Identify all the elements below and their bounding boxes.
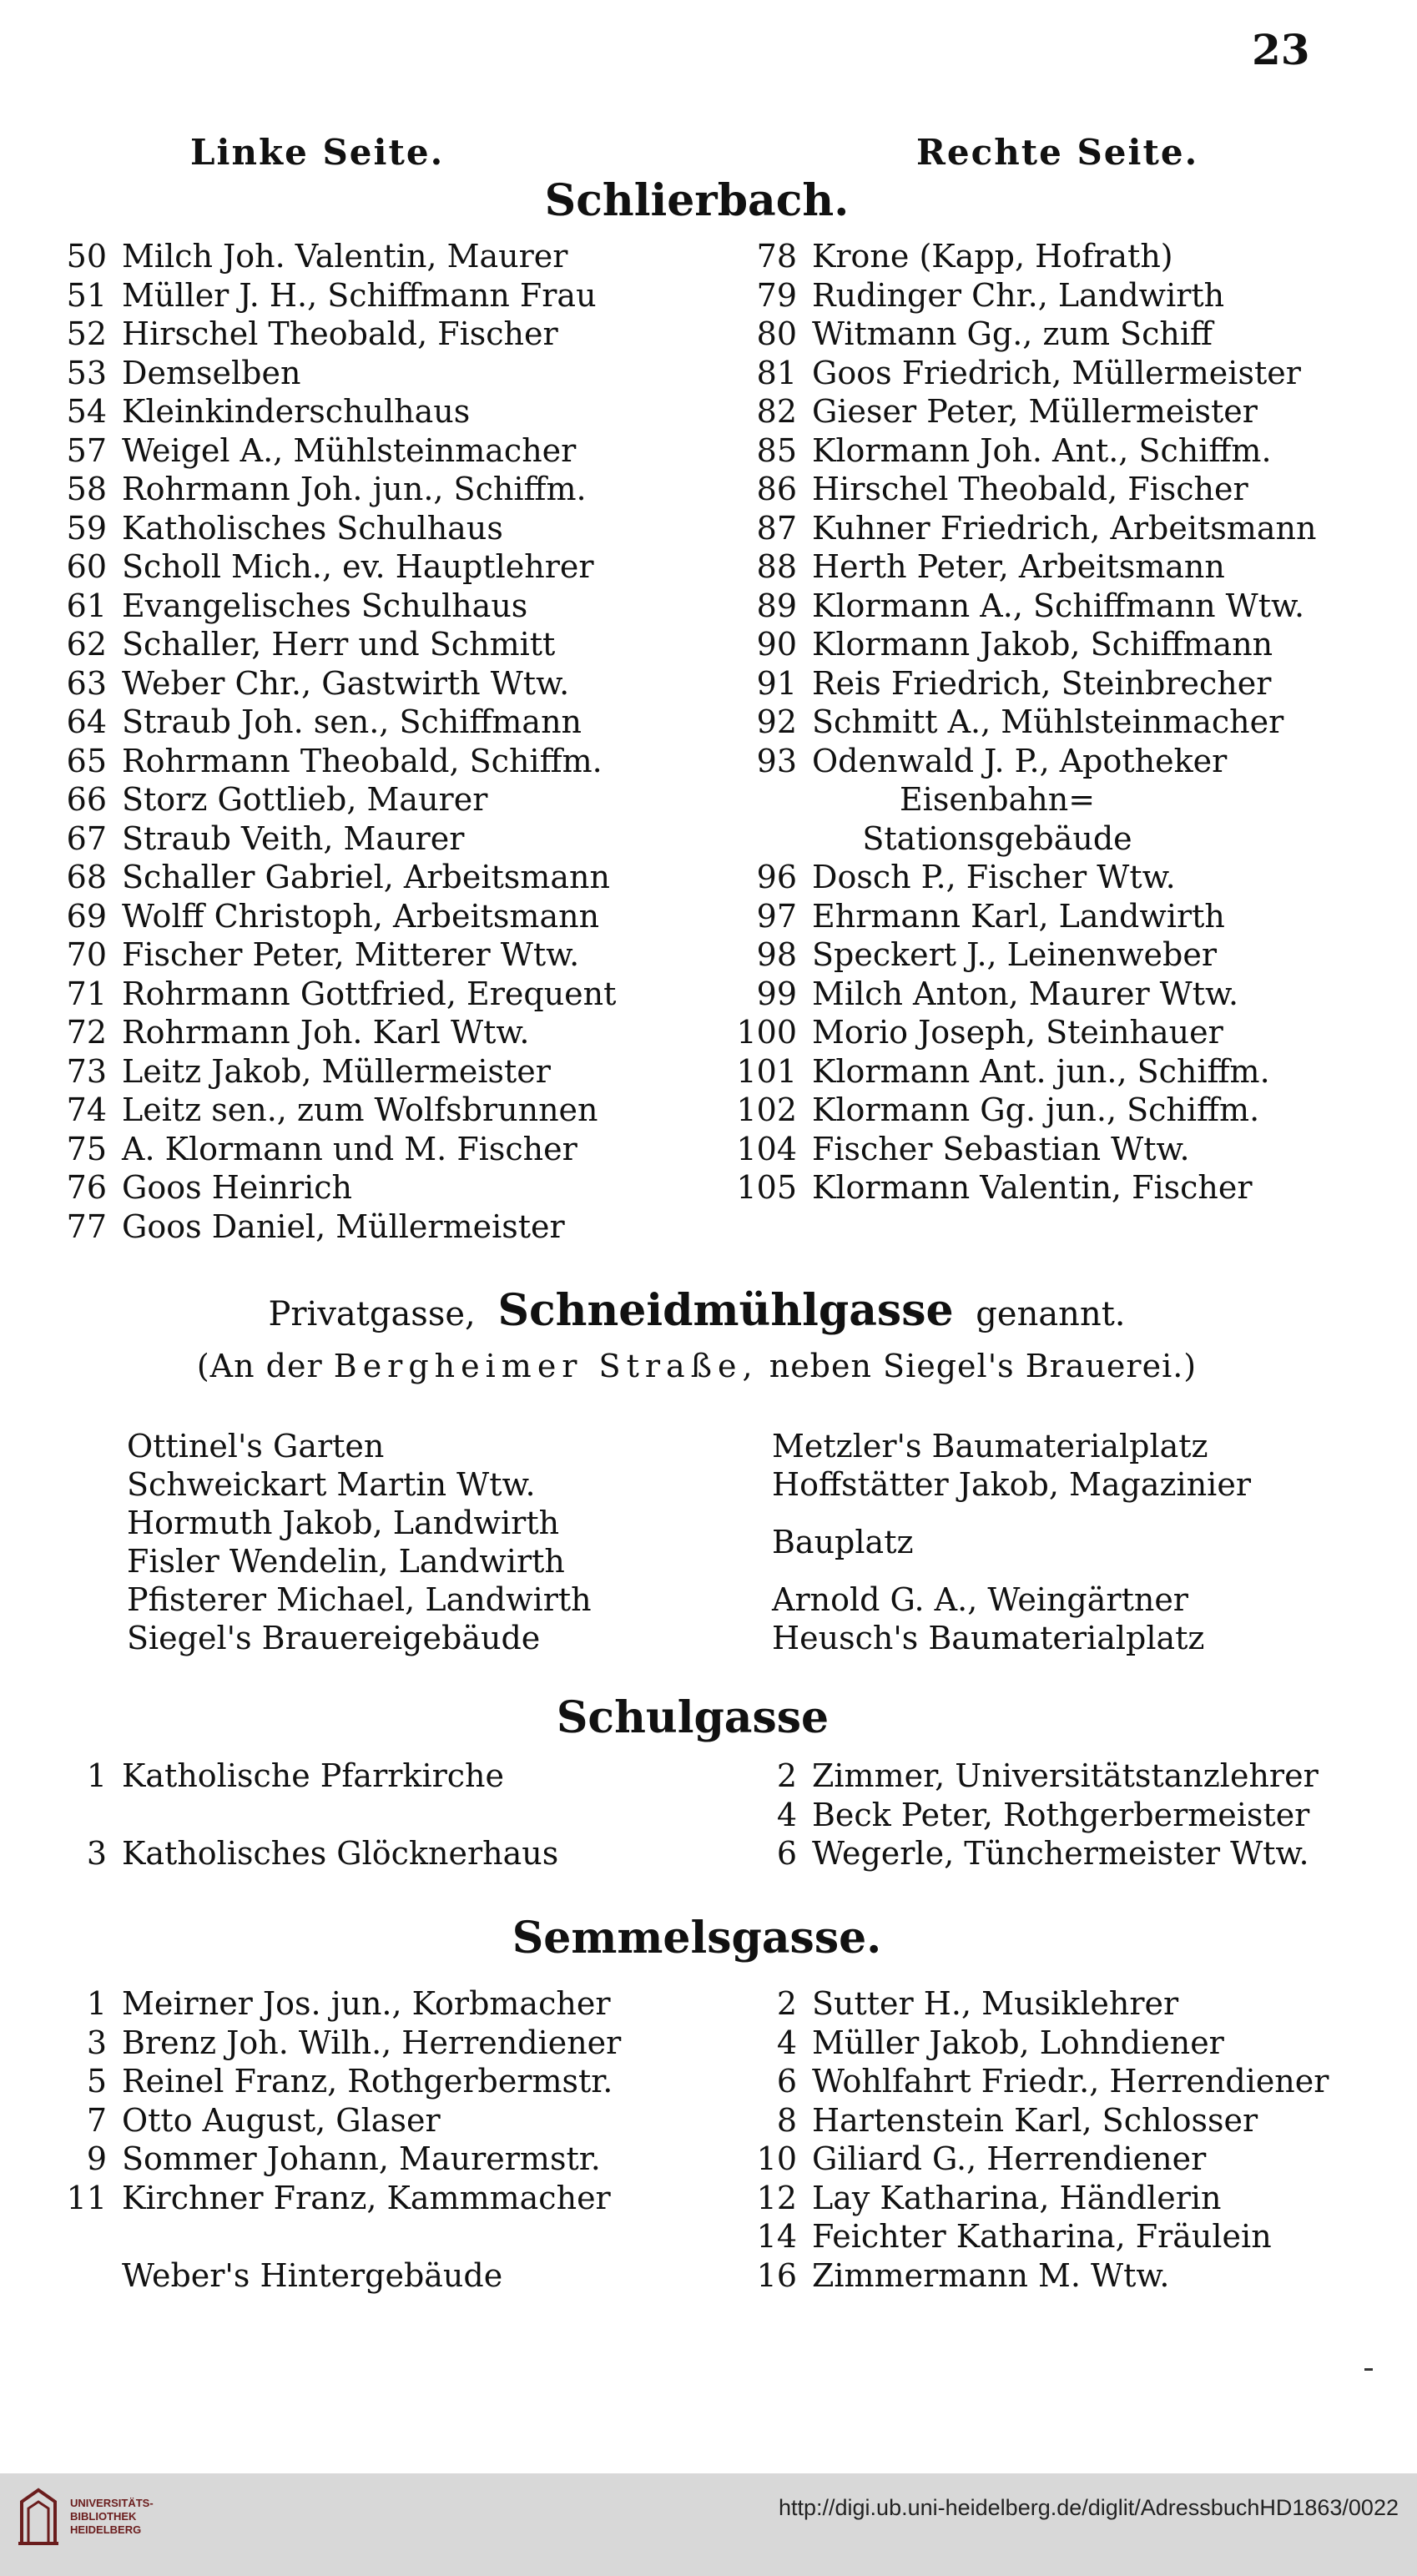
list-item: Siegel's Brauereigebäude xyxy=(127,1620,541,1656)
resident-entry: Krone (Kapp, Hofrath) xyxy=(812,238,1173,275)
section-title-schlierbach: Schlierbach. xyxy=(544,175,850,226)
list-item xyxy=(57,2256,621,2296)
list-item xyxy=(705,2179,1329,2218)
list-item xyxy=(57,625,616,664)
resident-entry: Weigel A., Mühlsteinmacher xyxy=(122,431,577,469)
house-number: 2 xyxy=(776,1985,797,2022)
list-item xyxy=(57,276,616,315)
house-number: 52 xyxy=(66,315,107,352)
resident-entry: Leitz Jakob, Müllermeister xyxy=(122,1052,551,1090)
list-item xyxy=(705,1130,1316,1169)
resident-entry: Otto August, Glaser xyxy=(122,2101,441,2139)
resident-entry: Goos Heinrich xyxy=(122,1169,353,1206)
house-number: 89 xyxy=(756,587,797,624)
house-number: 1 xyxy=(86,1985,107,2022)
house-number: 80 xyxy=(756,315,797,352)
house-number: 78 xyxy=(756,238,797,275)
house-number: 90 xyxy=(756,626,797,663)
list-item xyxy=(705,1091,1316,1130)
list-item xyxy=(57,858,616,897)
resident-entry: Müller J. H., Schiffmann Frau xyxy=(122,276,597,314)
list-item xyxy=(57,897,616,936)
house-number: 3 xyxy=(86,2024,107,2061)
list-item xyxy=(705,935,1316,975)
resident-entry: Müller Jakob, Lohndiener xyxy=(812,2024,1224,2061)
house-number: 64 xyxy=(66,703,107,740)
house-number: 88 xyxy=(756,548,797,585)
list-item: Metzler's Baumaterialplatz xyxy=(772,1428,1208,1464)
list-item xyxy=(57,470,616,509)
house-number: 7 xyxy=(86,2101,107,2139)
privatgasse-subtitle-open: (An der xyxy=(196,1348,323,1384)
resident-entry: Scholl Mich., ev. Hauptlehrer xyxy=(122,548,594,585)
list-item xyxy=(57,1168,616,1207)
list-item xyxy=(57,1130,616,1169)
logo-line-2: BIBLIOTHEK xyxy=(70,2510,137,2523)
house-number: 1 xyxy=(86,1757,107,1794)
resident-entry: Herth Peter, Arbeitsmann xyxy=(812,548,1225,585)
footer-bar xyxy=(0,2473,1417,2576)
house-number: 14 xyxy=(756,2218,797,2255)
house-number: 77 xyxy=(66,1207,107,1245)
resident-entry: Hirschel Theobald, Fischer xyxy=(122,315,558,352)
list-item xyxy=(705,315,1316,354)
house-number: 62 xyxy=(66,626,107,663)
list-item xyxy=(57,1091,616,1130)
house-number: 11 xyxy=(66,2179,107,2216)
semmelsgasse-right-list xyxy=(705,1984,1329,2295)
resident-entry: Katholische Pfarrkirche xyxy=(122,1757,505,1794)
resident-entry: Schaller, Herr und Schmitt xyxy=(122,626,556,663)
house-number: 4 xyxy=(776,1796,797,1833)
house-number: 2 xyxy=(776,1757,797,1794)
house-number: 8 xyxy=(776,2101,797,2139)
list-item xyxy=(57,935,616,975)
house-number: 4 xyxy=(776,2024,797,2061)
list-item xyxy=(57,547,616,587)
list-item: Hormuth Jakob, Landwirth xyxy=(127,1505,560,1541)
section-title-schulgasse: Schulgasse xyxy=(556,1692,830,1743)
list-item xyxy=(705,276,1316,315)
resident-entry: Odenwald J. P., Apotheker xyxy=(812,742,1228,779)
resident-entry: Sutter H., Musiklehrer xyxy=(812,1985,1179,2022)
house-number: 50 xyxy=(66,238,107,275)
resident-entry: Brenz Joh. Wilh., Herrendiener xyxy=(122,2024,622,2061)
house-number: 6 xyxy=(776,2063,797,2100)
privatgasse-subtitle-close: neben Siegel's Brauerei.) xyxy=(769,1348,1198,1384)
resident-entry: Fischer Sebastian Wtw. xyxy=(812,1130,1190,1167)
resident-entry: Reis Friedrich, Steinbrecher xyxy=(812,664,1272,702)
resident-entry: Goos Daniel, Müllermeister xyxy=(122,1207,565,1245)
list-item xyxy=(705,587,1316,626)
resident-entry: Kuhner Friedrich, Arbeitsmann xyxy=(812,509,1317,547)
house-number: 81 xyxy=(756,354,797,391)
resident-entry: Speckert J., Leinenweber xyxy=(812,936,1217,973)
list-item xyxy=(57,1052,616,1091)
list-item xyxy=(705,237,1316,276)
resident-entry: Demselben xyxy=(122,354,301,391)
page-number: 23 xyxy=(1252,25,1310,74)
house-number: 9 xyxy=(86,2140,107,2177)
list-item xyxy=(57,392,616,431)
list-item xyxy=(705,2140,1329,2179)
house-number: 73 xyxy=(66,1052,107,1090)
house-number: 54 xyxy=(66,393,107,430)
house-number: 102 xyxy=(736,1091,797,1128)
resident-entry: Schmitt A., Mühlsteinmacher xyxy=(812,703,1284,740)
list-item xyxy=(705,1757,1319,1796)
resident-entry: Rohrmann Theobald, Schiffm. xyxy=(122,742,603,779)
house-number: 67 xyxy=(66,819,107,857)
semmelsgasse-left-list xyxy=(57,1984,621,2295)
resident-entry: Morio Joseph, Steinhauer xyxy=(812,1014,1223,1051)
resident-entry: Ehrmann Karl, Landwirth xyxy=(812,897,1225,935)
resident-entry: Wegerle, Tünchermeister Wtw. xyxy=(812,1835,1309,1872)
house-number: 70 xyxy=(66,936,107,973)
list-item xyxy=(705,742,1316,781)
house-number: 76 xyxy=(66,1169,107,1206)
resident-entry: Wolff Christoph, Arbeitsmann xyxy=(122,897,600,935)
list-item: Arnold G. A., Weingärtner xyxy=(772,1581,1188,1618)
list-item xyxy=(705,1013,1316,1052)
resident-entry: Rohrmann Joh. jun., Schiffm. xyxy=(122,471,587,507)
list-item xyxy=(705,354,1316,393)
list-item xyxy=(705,2256,1329,2296)
house-number: 6 xyxy=(776,1835,797,1872)
list-item xyxy=(705,625,1316,664)
privatgasse-subtitle xyxy=(197,1348,1197,1384)
house-number: 86 xyxy=(756,471,797,507)
resident-entry: Kirchner Franz, Kammmacher xyxy=(122,2179,611,2216)
list-item xyxy=(57,975,616,1014)
house-number: 66 xyxy=(66,781,107,818)
house-number: 105 xyxy=(736,1169,797,1206)
list-item xyxy=(705,897,1316,936)
resident-entry: Zimmer, Universitätstanzlehrer xyxy=(812,1757,1319,1794)
house-number: 101 xyxy=(736,1052,797,1090)
resident-entry: Rohrmann Joh. Karl Wtw. xyxy=(122,1014,530,1051)
house-number: 63 xyxy=(66,664,107,702)
house-number: 68 xyxy=(66,859,107,895)
schulgasse-right-list xyxy=(705,1757,1319,1873)
library-seal-icon xyxy=(15,2485,62,2548)
list-item xyxy=(57,780,616,819)
house-number: 10 xyxy=(756,2140,797,2177)
list-item xyxy=(705,2062,1329,2101)
list-item xyxy=(57,819,616,859)
resident-entry: Storz Gottlieb, Maurer xyxy=(122,781,488,818)
house-number: 57 xyxy=(66,431,107,469)
list-item xyxy=(57,237,616,276)
house-number: 100 xyxy=(736,1014,797,1051)
resident-entry: Hirschel Theobald, Fischer xyxy=(812,471,1248,507)
resident-entry: Wohlfahrt Friedr., Herrendiener xyxy=(812,2063,1329,2100)
privatgasse-left-list xyxy=(127,1427,592,1657)
resident-entry: Feichter Katharina, Fräulein xyxy=(812,2218,1272,2255)
list-item: Fisler Wendelin, Landwirth xyxy=(127,1543,565,1580)
house-number: 82 xyxy=(756,393,797,430)
resident-entry: Schaller Gabriel, Arbeitsmann xyxy=(122,859,610,895)
list-item: Pfisterer Michael, Landwirth xyxy=(127,1581,592,1618)
house-number: 98 xyxy=(756,936,797,973)
resident-entry: A. Klormann und M. Fischer xyxy=(122,1130,577,1167)
house-number: 75 xyxy=(66,1130,107,1167)
resident-entry: Goos Friedrich, Müllermeister xyxy=(812,354,1301,391)
list-item: Schweickart Martin Wtw. xyxy=(127,1466,536,1503)
house-number: 59 xyxy=(66,509,107,547)
resident-entry: Dosch P., Fischer Wtw. xyxy=(812,859,1176,895)
list-item xyxy=(57,2101,621,2140)
list-item xyxy=(705,392,1316,431)
schlierbach-right-list xyxy=(705,237,1316,1207)
privatgasse-suffix: genannt. xyxy=(976,1295,1126,1333)
resident-entry: Fischer Peter, Mitterer Wtw. xyxy=(122,936,580,973)
house-number: 97 xyxy=(756,897,797,935)
list-item xyxy=(57,2179,621,2218)
section-title-semmelsgasse: Semmelsgasse. xyxy=(512,1913,882,1964)
house-number: 96 xyxy=(756,859,797,895)
resident-entry: Straub Veith, Maurer xyxy=(122,819,465,857)
resident-entry: Rudinger Chr., Landwirth xyxy=(812,276,1225,314)
house-number: 53 xyxy=(66,354,107,391)
list-item xyxy=(705,470,1316,509)
resident-entry: Evangelisches Schulhaus xyxy=(122,587,528,624)
resident-entry: Rohrmann Gottfried, Erequent xyxy=(122,975,617,1012)
list-item xyxy=(57,509,616,548)
list-item xyxy=(705,509,1316,548)
list-item: Hoffstätter Jakob, Magazinier xyxy=(772,1466,1251,1503)
resident-entry: Milch Joh. Valentin, Maurer xyxy=(122,238,568,275)
schulgasse-left-list xyxy=(57,1757,558,1873)
resident-entry: Klormann Jakob, Schiffmann xyxy=(812,626,1273,663)
resident-entry: Katholisches Glöcknerhaus xyxy=(122,1835,559,1872)
list-item xyxy=(705,1984,1329,2024)
house-number: 74 xyxy=(66,1091,107,1128)
privatgasse-name: Schneidmühlgasse xyxy=(497,1285,954,1336)
resident-entry: Witmann Gg., zum Schiff xyxy=(812,315,1213,352)
house-number: 5 xyxy=(86,2063,107,2100)
list-item: Bauplatz xyxy=(772,1524,914,1560)
house-number: 16 xyxy=(756,2256,797,2294)
house-number: 61 xyxy=(66,587,107,624)
right-column-header: Rechte Seite. xyxy=(916,132,1199,173)
privatgasse-heading xyxy=(269,1285,1126,1336)
list-item xyxy=(705,858,1316,897)
list-item xyxy=(57,1207,616,1247)
list-item xyxy=(705,2101,1329,2140)
resident-entry: Straub Joh. sen., Schiffmann xyxy=(122,703,582,740)
list-item xyxy=(705,1168,1316,1207)
list-item xyxy=(57,664,616,703)
resident-entry: Sommer Johann, Maurermstr. xyxy=(122,2140,601,2177)
house-number: 92 xyxy=(756,703,797,740)
list-item xyxy=(57,1984,621,2024)
list-item xyxy=(57,1013,616,1052)
list-item xyxy=(57,315,616,354)
list-item xyxy=(57,2217,621,2256)
list-item xyxy=(705,975,1316,1014)
resident-entry: Klormann Ant. jun., Schiffm. xyxy=(812,1052,1270,1090)
list-item xyxy=(57,703,616,742)
list-item xyxy=(705,2217,1329,2256)
list-item xyxy=(57,354,616,393)
library-logo xyxy=(15,2485,154,2548)
logo-line-3: HEIDELBERG xyxy=(70,2523,142,2536)
list-item xyxy=(57,2024,621,2063)
list-item xyxy=(705,1796,1319,1835)
left-column-header: Linke Seite. xyxy=(190,132,445,173)
list-item xyxy=(705,1834,1319,1873)
list-item xyxy=(705,703,1316,742)
list-item: Ottinel's Garten xyxy=(127,1428,385,1464)
list-item xyxy=(57,2062,621,2101)
house-number: 99 xyxy=(756,975,797,1012)
list-item: Heusch's Baumaterialplatz xyxy=(772,1620,1205,1656)
resident-entry: Leitz sen., zum Wolfsbrunnen xyxy=(122,1091,598,1128)
house-number: 65 xyxy=(66,742,107,779)
margin-mark xyxy=(1364,2368,1373,2371)
house-number: 58 xyxy=(66,471,107,507)
resident-entry: Reinel Franz, Rothgerbermstr. xyxy=(122,2063,613,2100)
resident-entry: Giliard G., Herrendiener xyxy=(812,2140,1207,2177)
list-item xyxy=(705,547,1316,587)
list-item xyxy=(57,1834,558,1873)
resident-entry: Klormann Valentin, Fischer xyxy=(812,1169,1253,1206)
privatgasse-subtitle-street: Bergheimer Straße, xyxy=(333,1348,759,1384)
resident-entry: Weber Chr., Gastwirth Wtw. xyxy=(122,664,570,702)
resident-entry: Katholisches Schulhaus xyxy=(122,509,503,547)
resident-entry: Stationsgebäude xyxy=(862,819,1132,857)
house-number: 12 xyxy=(756,2179,797,2216)
privatgasse-prefix: Privatgasse, xyxy=(268,1295,476,1333)
house-number: 87 xyxy=(756,509,797,547)
house-number: 79 xyxy=(756,276,797,314)
list-item xyxy=(705,2024,1329,2063)
resident-entry: Hartenstein Karl, Schlosser xyxy=(812,2101,1258,2139)
resident-entry: Lay Katharina, Händlerin xyxy=(812,2179,1222,2216)
list-item xyxy=(705,780,1289,819)
list-item xyxy=(705,819,1289,859)
house-number: 85 xyxy=(756,431,797,469)
resident-entry: Milch Anton, Maurer Wtw. xyxy=(812,975,1239,1012)
resident-entry: Gieser Peter, Müllermeister xyxy=(812,393,1258,430)
house-number: 60 xyxy=(66,548,107,585)
resident-entry: Kleinkinderschulhaus xyxy=(122,393,471,430)
list-item xyxy=(705,1052,1316,1091)
schlierbach-left-list xyxy=(57,237,616,1246)
house-number: 72 xyxy=(66,1014,107,1051)
list-item xyxy=(57,1757,558,1796)
resident-entry: Beck Peter, Rothgerbermeister xyxy=(812,1796,1310,1833)
resident-entry: Klormann Gg. jun., Schiffm. xyxy=(812,1091,1260,1128)
list-item xyxy=(57,2140,621,2179)
list-item xyxy=(57,431,616,471)
house-number: 91 xyxy=(756,664,797,702)
resident-entry: Zimmermann M. Wtw. xyxy=(812,2256,1170,2294)
house-number: 69 xyxy=(66,897,107,935)
house-number: 3 xyxy=(86,1835,107,1872)
list-item xyxy=(57,1796,558,1835)
house-number: 71 xyxy=(66,975,107,1012)
house-number: 93 xyxy=(756,742,797,779)
list-item xyxy=(57,742,616,781)
source-url-link[interactable]: http://digi.ub.uni-heidelberg.de/diglit/AdressbuchHD1863/0022 xyxy=(778,2495,1399,2520)
house-number: 51 xyxy=(66,276,107,314)
resident-entry: Klormann Joh. Ant., Schiffm. xyxy=(812,431,1272,469)
list-item xyxy=(57,587,616,626)
library-name xyxy=(70,2497,154,2537)
resident-entry: Weber's Hintergebäude xyxy=(122,2256,503,2294)
list-item xyxy=(705,664,1316,703)
resident-entry: Eisenbahn= xyxy=(899,781,1096,818)
resident-entry: Meirner Jos. jun., Korbmacher xyxy=(122,1985,611,2022)
resident-entry: Klormann A., Schiffmann Wtw. xyxy=(812,587,1305,624)
logo-line-1: UNIVERSITÄTS- xyxy=(70,2497,154,2509)
list-item xyxy=(705,431,1316,471)
house-number: 104 xyxy=(736,1130,797,1167)
privatgasse-right-list xyxy=(772,1427,1251,1657)
